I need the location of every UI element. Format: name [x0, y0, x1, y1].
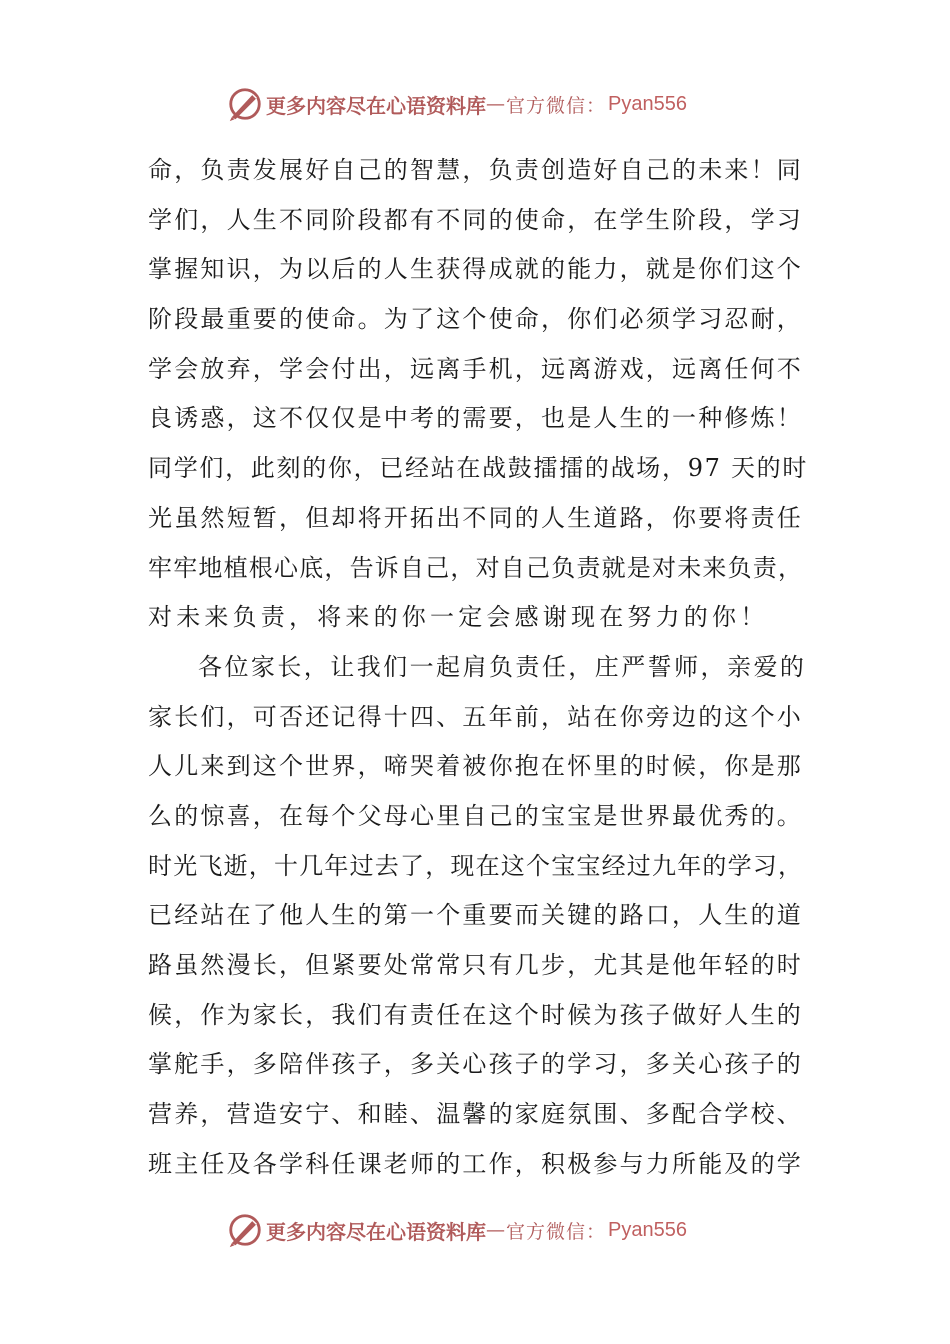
- banner-wechat-id: Pyan556: [608, 1218, 687, 1241]
- footer-banner: [226, 1210, 746, 1250]
- body-text: [148, 146, 808, 1189]
- text-line: 阶段最重要的使命。为了这个使命，你们必须学习忍耐，: [148, 305, 803, 334]
- text-line: 学们，人生不同阶段都有不同的使命，在学生阶段，学习: [148, 205, 803, 234]
- banner-dash: —: [486, 1219, 506, 1241]
- text-line: 学会放弃，学会付出，远离手机，远离游戏，远离任何不: [148, 354, 803, 383]
- text-line: 么的惊喜，在每个父母心里自己的宝宝是世界最优秀的。: [148, 801, 803, 830]
- text-line: 家长们，可否还记得十四、五年前，站在你旁边的这个小: [148, 702, 803, 731]
- text-line: 牢牢地植根心底，告诉自己，对自己负责就是对未来负责，: [148, 553, 804, 582]
- text-line: 班主任及各学科任课老师的工作，积极参与力所能及的学: [148, 1149, 803, 1178]
- text-line: 路虽然漫长，但紧要处常常只有几步，尤其是他年轻的时: [148, 951, 803, 979]
- banner-wechat-label: 官方微信：: [506, 1220, 607, 1243]
- text-line: 候，作为家长，我们有责任在这个时候为孩子做好人生的: [148, 1000, 803, 1029]
- paragraph-start-line: 各位家长，让我们一起肩负责任，庄严誓师，亲爱的: [198, 652, 807, 681]
- header-banner: [226, 84, 746, 124]
- pen-logo-icon: [226, 1211, 264, 1249]
- text-line: 对未来负责，将来的你一定会感谢现在努力的你！: [148, 603, 769, 632]
- text-line: 掌握知识，为以后的人生获得成就的能力，就是你们这个: [148, 255, 803, 284]
- banner-wechat-id: Pyan556: [608, 92, 687, 115]
- text-line: 时光飞逝，十几年过去了，现在这个宝宝经过九年的学习，: [148, 851, 804, 880]
- text-line: 已经站在了他人生的第一个重要而关键的路口，人生的道: [148, 901, 803, 930]
- text-line: 营养，营造安宁、和睦、温馨的家庭氛围、多配合学校、: [148, 1100, 803, 1129]
- text-line: 掌舵手，多陪伴孩子，多关心孩子的学习，多关心孩子的: [148, 1050, 803, 1079]
- pen-logo-icon: [226, 85, 264, 123]
- text-line: 光虽然短暂，但却将开拓出不同的人生道路，你要将责任: [148, 503, 803, 532]
- text-line: 同学们，此刻的你，已经站在战鼓擂擂的战场，97 天的时: [148, 454, 809, 483]
- banner-lead-text: 更多内容尽在心语资料库: [266, 1219, 486, 1244]
- banner-dash: —: [486, 93, 506, 115]
- banner-lead-text: 更多内容尽在心语资料库: [266, 93, 486, 118]
- text-line: 人儿来到这个世界，啼哭着被你抱在怀里的时候，你是那: [148, 752, 803, 781]
- banner-wechat-label: 官方微信：: [506, 94, 607, 117]
- text-line: 命，负责发展好自己的智慧，负责创造好自己的未来！同: [148, 156, 803, 184]
- text-line: 良诱惑，这不仅仅是中考的需要，也是人生的一种修炼！: [148, 404, 803, 433]
